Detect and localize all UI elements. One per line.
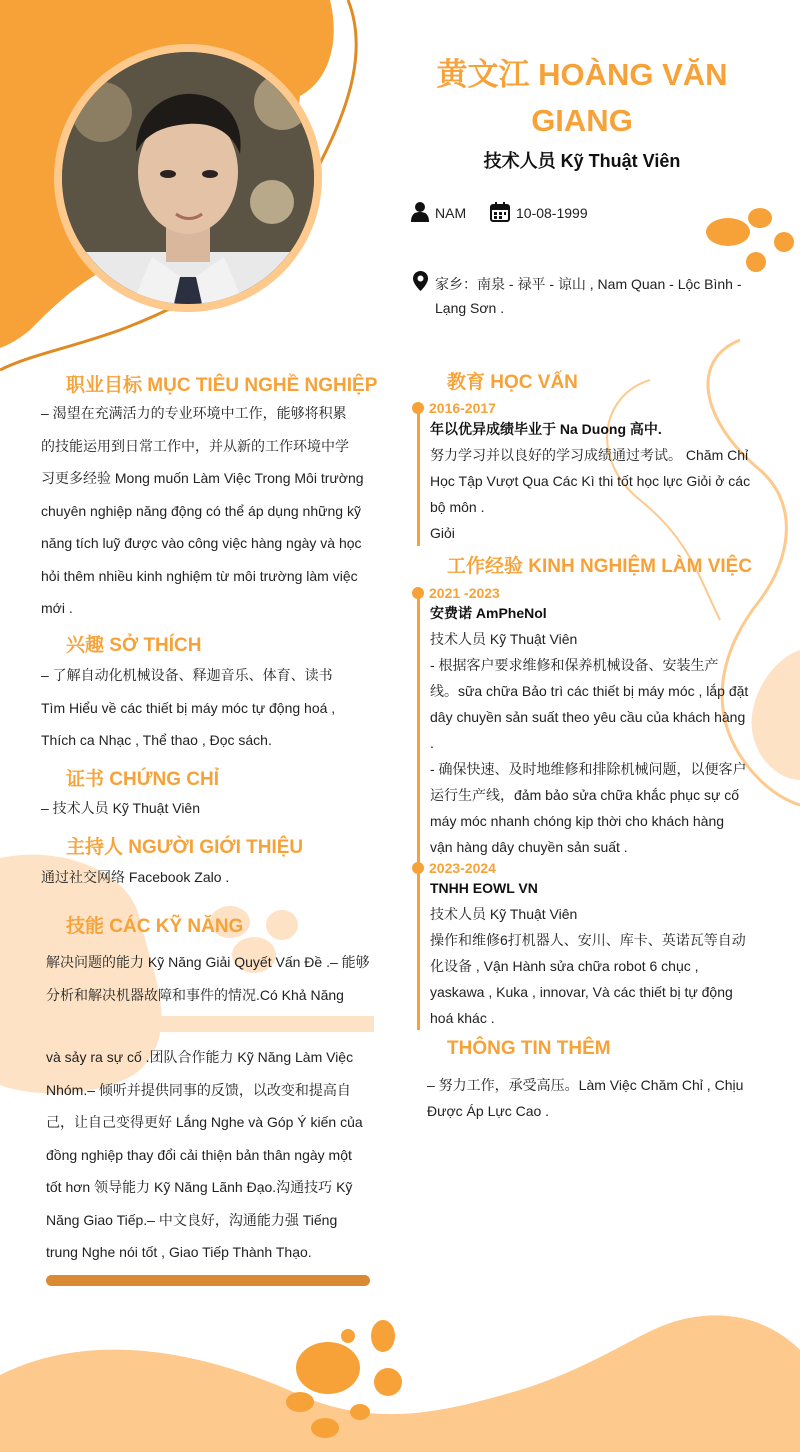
education-timeline	[417, 404, 420, 546]
job-2-line: 化设备 , Vận Hành sửa chữa robot 6 chục ,	[430, 958, 699, 974]
job-1-position: 技术人员 Kỹ Thuật Viên	[430, 631, 578, 647]
education-text	[430, 416, 770, 546]
education-line: bộ môn .	[430, 499, 485, 515]
objective-heading: 职业目标 MỤC TIÊU NGHỀ NGHIỆP	[66, 375, 378, 396]
dob-value: 10-08-1999	[516, 205, 588, 221]
address-line-2: Lạng Sơn .	[435, 300, 505, 316]
education-date: 2016-2017	[429, 400, 496, 416]
objective-line: hỏi thêm nhiều kinh nghiệm từ môi trường làm việc	[41, 567, 358, 584]
job-2-line: 操作和维修6打机器人、安川、库卡、英诺瓦等自动	[430, 932, 746, 948]
job-1-line: vận hàng dây chuyền sản suất .	[430, 839, 628, 855]
job-1-line: 运行生产线，đảm bảo sửa chữa khắc phục sự cố	[430, 787, 740, 803]
job-1-line: - 根据客户要求维修和保养机械设备、安装生产	[430, 657, 719, 673]
gender-value: NAM	[435, 205, 467, 221]
objective-line: năng tích luỹ được vào công việc hàng ngày và học	[41, 535, 362, 551]
job-1-line: máy móc nhanh chóng kịp thời cho khách hàng	[430, 813, 725, 829]
certificates-text	[41, 792, 387, 825]
extra-info-line: Được Áp Lực Cao .	[427, 1103, 550, 1119]
referrer-heading: 主持人 NGƯỜI GIỚI THIỆU	[66, 837, 304, 858]
job-2	[430, 875, 770, 1031]
hobbies-line: Tìm Hiểu về các thiết bị máy móc tự động hoá ,	[41, 699, 336, 716]
objective-line: – 渴望在充满活力的专业环境中工作，能够将积累	[41, 405, 347, 421]
extra-info-text	[427, 1072, 772, 1124]
extra-info-line: – 努力工作，承受高压。Làm Việc Chăm Chỉ , Chịu	[427, 1077, 744, 1093]
timeline-dot	[412, 402, 424, 414]
job-2-line: yaskawa , Kuka , innovar, Và các thiết bị tự động	[430, 984, 733, 1000]
job-2-line: hoá khác .	[430, 1010, 495, 1026]
skills-line: trung Nghe nói tốt , Giao Tiếp Thành Thạo.	[46, 1244, 312, 1260]
certificate-line: – 技术人员 Kỹ Thuật Viên	[41, 800, 200, 816]
extra-info-heading: THÔNG TIN THÊM	[447, 1038, 611, 1059]
education-heading: 教育 HỌC VẤN	[447, 372, 578, 393]
education-line: Giỏi	[430, 525, 455, 541]
job-1-line: 线。sữa chữa Bảo trì các thiết bị máy móc , lắp đặt	[430, 683, 749, 699]
referrer-line: 通过社交网络 Facebook Zalo .	[41, 869, 230, 885]
map-pin-icon	[413, 271, 428, 291]
experience-timeline	[417, 590, 420, 1030]
avatar-frame	[54, 44, 322, 312]
user-icon	[411, 202, 429, 222]
avatar-illustration	[62, 52, 314, 304]
job-1-line: .	[430, 735, 434, 751]
skills-bar	[46, 1275, 370, 1286]
skills-line: và sảy ra sự cố .团队合作能力 Kỹ Năng Làm Việc	[46, 1049, 354, 1065]
education-line: Học Tập Vượt Qua Các Kì thi tốt học lực Giỏi ở các	[430, 473, 751, 489]
candidate-role: 技术人员 Kỹ Thuật Viên	[483, 151, 681, 171]
hobbies-line: Thích ca Nhạc , Thể thao , Đọc sách.	[41, 732, 272, 748]
certificates-heading: 证书 CHỨNG CHỈ	[66, 769, 219, 790]
hobbies-text	[41, 659, 387, 757]
calendar-icon	[490, 202, 510, 222]
skills-heading: 技能 CÁC KỸ NĂNG	[66, 916, 244, 937]
timeline-dot	[412, 587, 424, 599]
referrer-text	[41, 861, 387, 894]
objective-line: chuyên nghiệp năng động có thể áp dụng những kỹ	[41, 502, 361, 519]
objective-line: mới .	[41, 600, 73, 616]
job-1-date: 2021 -2023	[429, 585, 500, 601]
objective-text	[41, 397, 387, 625]
timeline-dot	[412, 862, 424, 874]
skills-line: 解决问题的能力 Kỹ Năng Giải Quyết Vấn Đề .– 能够	[46, 954, 370, 970]
skills-text-b	[46, 1041, 388, 1269]
job-2-date: 2023-2024	[429, 860, 496, 876]
candidate-name: 黄文江 HOÀNG VĂN GIANG	[436, 57, 728, 138]
job-1-line: - 确保快速、及时地维修和排除机械问题，以便客户	[430, 761, 747, 777]
avatar-photo	[62, 52, 314, 304]
job-2-position: 技术人员 Kỹ Thuật Viên	[430, 906, 578, 922]
skills-line: tốt hơn 领导能力 Kỹ Năng Lãnh Đạo.沟通技巧 Kỹ	[46, 1179, 353, 1195]
experience-heading: 工作经验 KINH NGHIỆM LÀM VIỆC	[447, 556, 753, 577]
skills-line: đồng nghiệp thay đổi cải thiện bản thân ngày một	[46, 1146, 352, 1163]
objective-line: 习更多经验 Mong muốn Làm Việc Trong Môi trường	[41, 470, 364, 486]
education-line: 努力学习并以良好的学习成绩通过考试。 Chăm Chỉ	[430, 447, 749, 463]
skills-line: 己，让自己变得更好 Lắng Nghe và Góp Ý kiến của	[46, 1114, 363, 1130]
job-1	[430, 600, 770, 860]
hobbies-line: – 了解自动化机械设备、释迦音乐、体育、读书	[41, 667, 333, 683]
skills-line: Năng Giao Tiếp.– 中文良好，沟通能力强 Tiếng	[46, 1211, 338, 1228]
skills-text-a	[46, 946, 388, 1011]
job-2-company: TNHH EOWL VN	[430, 880, 538, 896]
skills-line: 分析和解决机器故障和事件的情况.Có Khả Năng	[46, 986, 344, 1003]
job-1-company: 安费诺 AmPheNol	[430, 605, 547, 621]
objective-line: 的技能运用到日常工作中，并从新的工作环境中学	[41, 437, 349, 454]
skills-line: Nhóm.– 倾听并提供同事的反馈，以改变和提高自	[46, 1081, 351, 1098]
address-line-1: 家乡：南泉 - 禄平 - 谅山 , Nam Quan - Lộc Bình -	[435, 276, 742, 292]
education-headline: 年以优异成绩毕业于 Na Duong 高中.	[430, 421, 662, 437]
hobbies-heading: 兴趣 SỞ THÍCH	[66, 635, 202, 656]
job-1-line: dây chuyền sản suất theo yêu cầu của khách hàng	[430, 709, 746, 725]
